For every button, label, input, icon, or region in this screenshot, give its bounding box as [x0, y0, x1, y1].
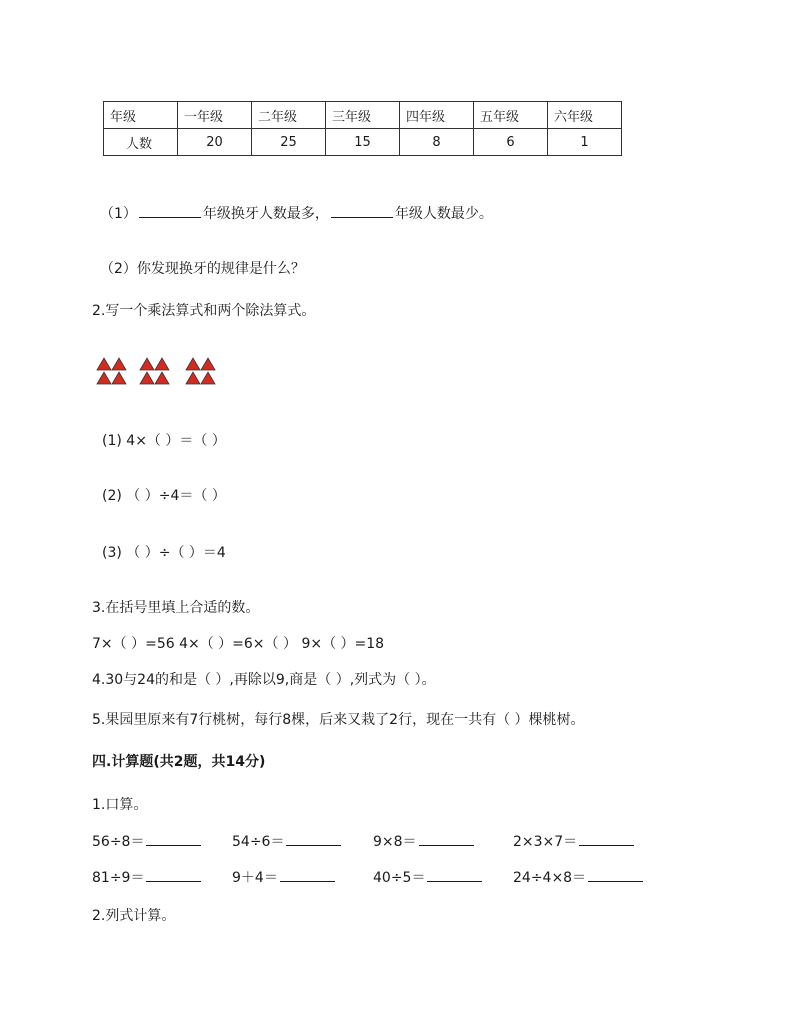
answer-blank[interactable]: [139, 203, 201, 218]
question-5: 5.果园里原来有7行桃树，每行8棵，后来又栽了2行，现在一共有（ ）棵桃树。: [92, 712, 585, 728]
table-cell: 三年级: [326, 102, 400, 129]
table-cell: 15: [326, 129, 400, 156]
triangle-icon: [201, 358, 215, 370]
table-cell: 20: [178, 129, 252, 156]
calc-item: 40÷5＝: [373, 867, 484, 887]
calc-item: 9×8＝: [373, 831, 476, 851]
question-2-line-3: (3) （ ）÷（ ）＝4: [102, 545, 226, 561]
calc-item: 54÷6＝: [232, 831, 343, 851]
triangle-icon: [201, 372, 215, 384]
section-4-title: 四.计算题(共2题，共14分): [92, 754, 266, 770]
answer-blank[interactable]: [146, 867, 201, 882]
calc-item: 24÷4×8＝: [513, 867, 645, 887]
answer-blank[interactable]: [579, 831, 634, 846]
answer-blank[interactable]: [286, 831, 341, 846]
table-cell: 年级: [104, 102, 178, 129]
triangle-icon: [97, 372, 111, 384]
answer-blank[interactable]: [427, 867, 482, 882]
question-1a-prefix: （1）: [100, 206, 137, 222]
question-2-title: 2.写一个乘法算式和两个除法算式。: [92, 303, 316, 319]
table-header-row: [104, 102, 622, 129]
answer-blank[interactable]: [331, 203, 393, 218]
triangle-icon: [112, 358, 126, 370]
answer-blank[interactable]: [280, 867, 335, 882]
question-3-line: 7×（ ）=56 4×（ ）=6×（ ） 9×（ ）=18: [92, 636, 385, 652]
triangle-icon: [155, 358, 169, 370]
section-4-sub-2: 2.列式计算。: [92, 908, 176, 924]
question-4: 4.30与24的和是（ ）,再除以9,商是（ ）,列式为（ ）。: [92, 672, 436, 688]
table-cell: 人数: [104, 129, 178, 156]
triangles-figure: [96, 355, 218, 387]
triangle-icon: [186, 372, 200, 384]
calc-item: 9＋4＝: [232, 867, 337, 887]
table-row: [104, 129, 622, 156]
calc-item: 2×3×7＝: [513, 831, 636, 851]
table-cell: 一年级: [178, 102, 252, 129]
section-4-sub-1: 1.口算。: [92, 797, 148, 813]
table-cell: 8: [400, 129, 474, 156]
question-2-line-1: (1) 4×（ ）＝（ ）: [102, 433, 226, 449]
question-1a-mid: 年级换牙人数最多，: [202, 206, 329, 222]
triangle-icon: [155, 372, 169, 384]
question-1b: （2）你发现换牙的规律是什么？: [100, 261, 305, 277]
triangle-icon: [140, 372, 154, 384]
table-cell: 1: [548, 129, 622, 156]
table-cell: 六年级: [548, 102, 622, 129]
table-cell: 五年级: [474, 102, 548, 129]
triangle-icon: [112, 372, 126, 384]
table-cell: 6: [474, 129, 548, 156]
answer-blank[interactable]: [588, 867, 643, 882]
triangle-icon: [186, 358, 200, 370]
answer-blank[interactable]: [146, 831, 201, 846]
triangle-icon: [140, 358, 154, 370]
calc-item: 56÷8＝: [92, 831, 203, 851]
question-3-title: 3.在括号里填上合适的数。: [92, 600, 260, 616]
question-1a: [100, 203, 493, 223]
tooth-change-table: [103, 101, 622, 156]
question-1a-suffix: 年级人数最少。: [394, 206, 493, 222]
triangle-icon: [97, 358, 111, 370]
table-cell: 25: [252, 129, 326, 156]
table-cell: 四年级: [400, 102, 474, 129]
table-cell: 二年级: [252, 102, 326, 129]
calc-item: 81÷9＝: [92, 867, 203, 887]
question-2-line-2: (2) （ ）÷4＝（ ）: [102, 488, 226, 504]
answer-blank[interactable]: [419, 831, 474, 846]
